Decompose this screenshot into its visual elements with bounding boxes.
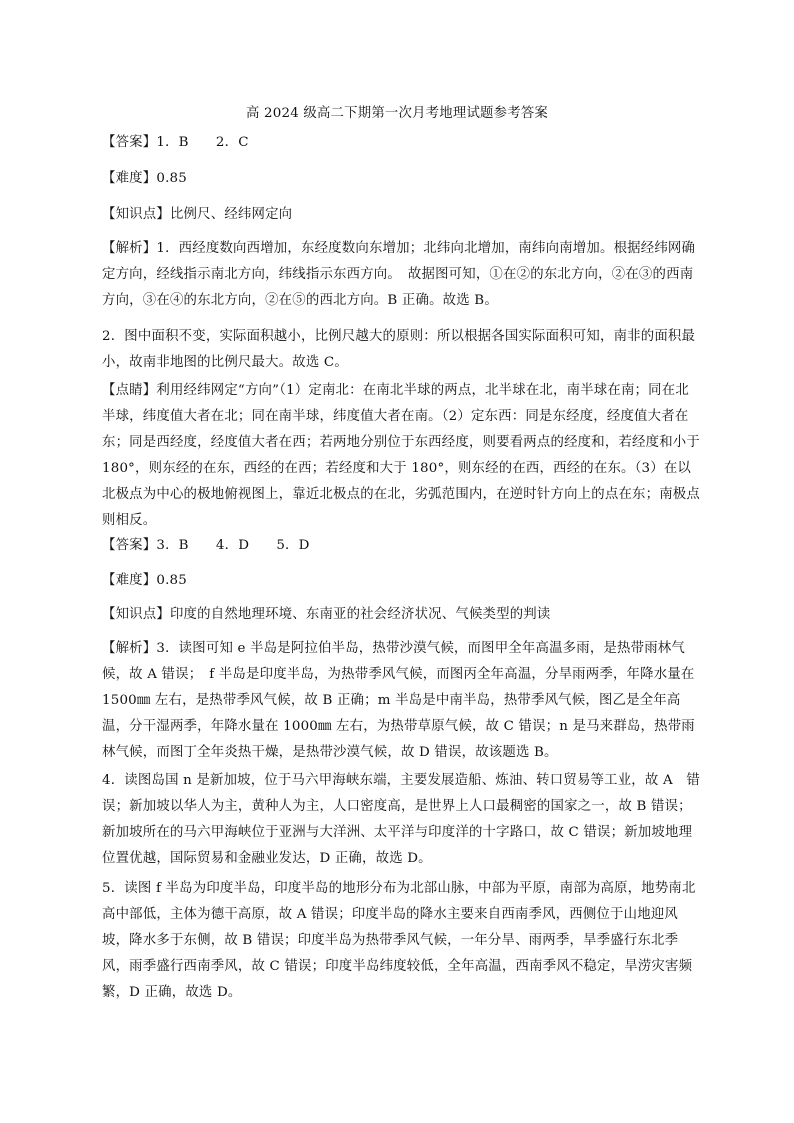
- document-title: 高 2024 级高二下期第一次月考地理试题参考答案: [245, 106, 548, 121]
- answer-text: 【答案】3．B 4．D 5．D: [102, 538, 310, 553]
- difficulty-line-1: [102, 166, 702, 192]
- tips-text: 【点睛】利用经纬网定“方向”（1）定南北：在南北半球的两点，北半球在北，南半球在南；同在北半球，纬度值大者在北；同在南半球，纬度值大者在南。（2）定东西：同是东经度，经度值大者在东；同是西经度，经度值大者在西；若两地分别位于东西经度，则要看两点的经度和，若经度和小于 180°，则东经的在东，西经的在西；若经度和大于 180°，则东经的在西，西经的在东。（3）在以北极点为中心的极地俯视图上，靠近北极点的在北，劣弧范围内，在逆时针方向上的点在东；南极点则相反。: [102, 383, 700, 528]
- tips-paragraph-1: [102, 378, 702, 534]
- analysis-text: 【解析】1．西经度数向西增加，东经度数向东增加；北纬向北增加，南纬向南增加。根据经纬网确定方向，经线指示南北方向，纬线指示东西方向。 故据图可知，①在②的东北方向，②在③的西南方向，③在④的东北方向，②在⑤的西北方向。B 正确。故选 B。: [102, 241, 696, 308]
- knowledge-line-1: [102, 202, 702, 228]
- analysis-paragraph-1: [102, 236, 702, 314]
- analysis-paragraph-2: [102, 324, 702, 376]
- difficulty-text: 【难度】0.85: [102, 171, 187, 186]
- analysis-paragraph-3: [102, 636, 702, 766]
- analysis-paragraph-4: [102, 768, 702, 872]
- analysis-text: 4．读图岛国 n 是新加坡，位于马六甲海峡东端，主要发展造船、炼油、转口贸易等工业，故 A 错误；新加坡以华人为主，黄种人为主，人口密度高，是世界上人口最稠密的国家之一，故 B 错误；新加坡所在的马六甲海峡位于亚洲与大洋洲、太平洋与印度洋的十字路口，故 C 错误；新加坡地理位置优越，国际贸易和金融业发达，D 正确，故选 D。: [102, 773, 700, 866]
- analysis-text: 2．图中面积不变，实际面积越小，比例尺越大的原则：所以根据各国实际面积可知，南非的面积最小，故南非地图的比例尺最大。故选 C。: [102, 329, 696, 370]
- answer-line-2: [102, 533, 702, 559]
- difficulty-line-2: [102, 568, 702, 594]
- difficulty-text: 【难度】0.85: [102, 573, 187, 588]
- analysis-text: 5．读图 f 半岛为印度半岛，印度半岛的地形分布为北部山脉，中部为平原，南部为高原，地势南北高中部低，主体为德干高原，故 A 错误；印度半岛的降水主要来自西南季风，西侧位于山地迎风坡，降水多于东侧，故 B 错误；印度半岛为热带季风气候，一年分旱、雨两季，旱季盛行东北季风，雨季盛行西南季风，故 C 错误；印度半岛纬度较低，全年高温，西南季风不稳定，旱涝灾害频繁，D 正确，故选 D。: [102, 881, 696, 1000]
- analysis-paragraph-5: [102, 876, 702, 1006]
- analysis-text: 【解析】3．读图可知 e 半岛是阿拉伯半岛，热带沙漠气候，而图甲全年高温多雨，是热带雨林气候，故 A 错误； f 半岛是印度半岛，为热带季风气候，而图丙全年高温，分旱雨两季，年降水量在 1500㎜ 左右，是热带季风气候，故 B 正确；m 半岛是中南半岛，热带季风气候，图乙是全年高温，分干湿两季，年降水量在 1000㎜ 左右，为热带草原气候，故 C 错误；n 是马来群岛，热带雨林气候，而图丁全年炎热干燥，是热带沙漠气候，故 D 错误，故该题选 B。: [102, 641, 695, 760]
- knowledge-line-2: [102, 602, 702, 628]
- answer-line-1: [102, 130, 702, 156]
- knowledge-text: 【知识点】印度的自然地理环境、东南亚的社会经济状况、气候类型的判读: [102, 607, 551, 622]
- knowledge-text: 【知识点】比例尺、经纬网定向: [102, 207, 293, 222]
- answer-text: 【答案】1．B 2．C: [102, 135, 249, 150]
